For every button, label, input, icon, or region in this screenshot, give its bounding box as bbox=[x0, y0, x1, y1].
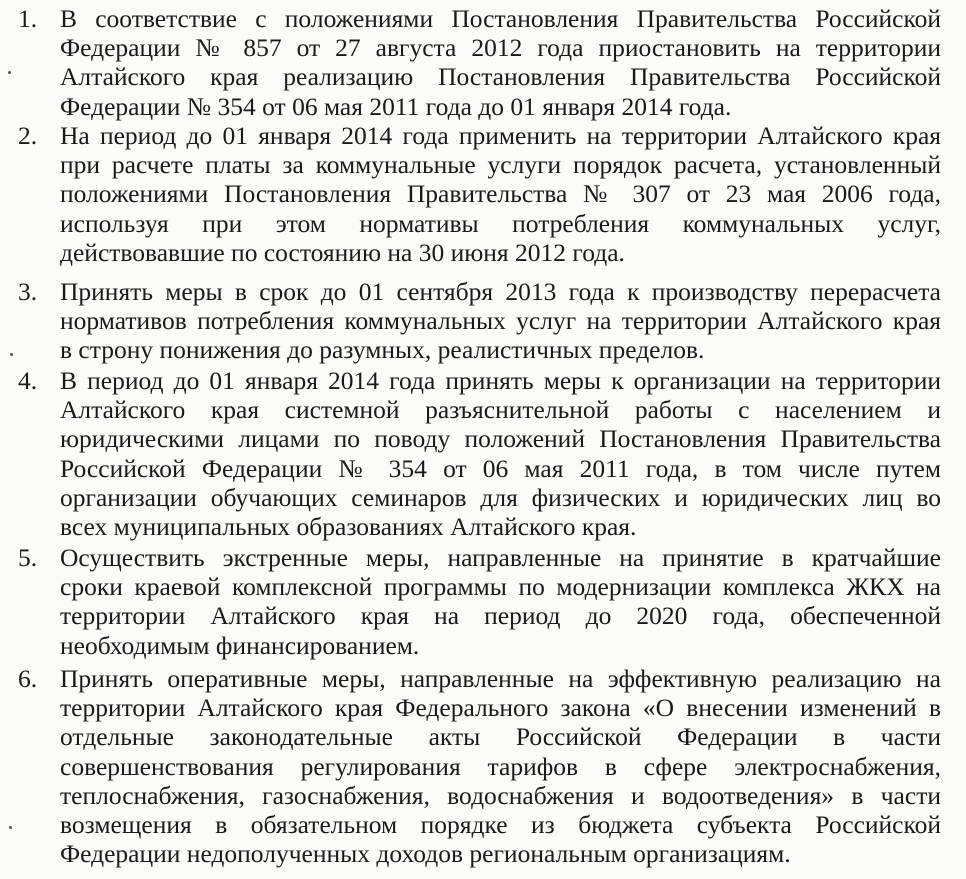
item-text bbox=[60, 121, 941, 267]
text-line: Федерации № 354 от 06 мая 2011 года до 01 января 2014 года. bbox=[60, 91, 732, 121]
text-line: территории Алтайского края на период до 2020 года, обеспеченной bbox=[60, 601, 941, 631]
item-text bbox=[60, 664, 941, 868]
text-line: положениями Постановления Правительства № 307 от 23 мая 2006 года, bbox=[60, 179, 941, 209]
text-line: всех муниципальных образованиях Алтайского края. bbox=[60, 511, 637, 541]
item-number: 2. bbox=[18, 121, 38, 150]
text-line: территории Алтайского края Федерального закона «О внесении изменений в bbox=[60, 693, 941, 723]
text-line: В период до 01 января 2014 года принять меры к организации на территории bbox=[60, 366, 941, 395]
item-text bbox=[60, 277, 941, 365]
text-line: Федерации № 857 от 27 августа 2012 года приостановить на территории bbox=[60, 33, 941, 63]
text-line: Осуществить экстренные меры, направленные на принятие в кратчайшие bbox=[60, 543, 941, 572]
text-line: Алтайского края системной разъяснительной работы с населением и bbox=[60, 395, 941, 425]
item-number: 1. bbox=[18, 4, 38, 33]
item-number: 6. bbox=[18, 664, 38, 693]
scan-speck bbox=[8, 71, 11, 74]
text-line: необходимым финансированием. bbox=[60, 630, 420, 660]
text-line: Федерации недополученных доходов региональным организациям. bbox=[60, 839, 791, 869]
scan-speck bbox=[9, 826, 12, 829]
scan-speck bbox=[10, 353, 13, 356]
text-line: теплоснабжения, газоснабжения, водоснабжения и водоотведения» в части bbox=[60, 780, 941, 810]
text-line: при расчете платы за коммунальные услуги порядок расчета, установленный bbox=[60, 150, 941, 180]
item-number: 5. bbox=[18, 543, 38, 572]
item-text bbox=[60, 4, 941, 121]
text-line: На период до 01 января 2014 года применить на территории Алтайского края bbox=[60, 121, 941, 150]
text-line: организации обучающих семинаров для физических и юридических лиц во bbox=[60, 482, 941, 512]
text-line: юридическими лицами по поводу положений Постановления Правительства bbox=[60, 424, 941, 454]
text-line: совершенствования регулирования тарифов в сфере электроснабжения, bbox=[60, 751, 941, 781]
text-line: отдельные законодательные акты Российской Федерации в части bbox=[60, 722, 941, 752]
item-text bbox=[60, 366, 941, 541]
text-line: Алтайского края реализацию Постановления Правительства Российской bbox=[60, 62, 941, 92]
text-line: действовавшие по состоянию на 30 июня 2012 года. bbox=[60, 237, 625, 267]
text-line: Российской Федерации № 354 от 06 мая 2011 года, в том числе путем bbox=[60, 453, 941, 483]
item-text bbox=[60, 543, 941, 660]
text-line: возмещения в обязательном порядке из бюджета субъекта Российской bbox=[60, 809, 941, 839]
text-line: сроки краевой комплексной программы по модернизации комплекса ЖКХ на bbox=[60, 572, 941, 602]
item-number: 3. bbox=[18, 277, 38, 306]
text-line: В соответствие с положениями Постановления Правительства Российской bbox=[60, 4, 941, 33]
text-line: в строну понижения до разумных, реалистичных пределов. bbox=[60, 335, 705, 365]
text-line: используя при этом нормативы потребления коммунальных услуг, bbox=[60, 208, 941, 238]
text-line: Принять меры в срок до 01 сентября 2013 года к производству перерасчета bbox=[60, 277, 941, 306]
text-line: нормативов потребления коммунальных услуг на территории Алтайского края bbox=[60, 306, 941, 336]
text-line: Принять оперативные меры, направленные на эффективную реализацию на bbox=[60, 664, 941, 693]
item-number: 4. bbox=[18, 366, 38, 395]
